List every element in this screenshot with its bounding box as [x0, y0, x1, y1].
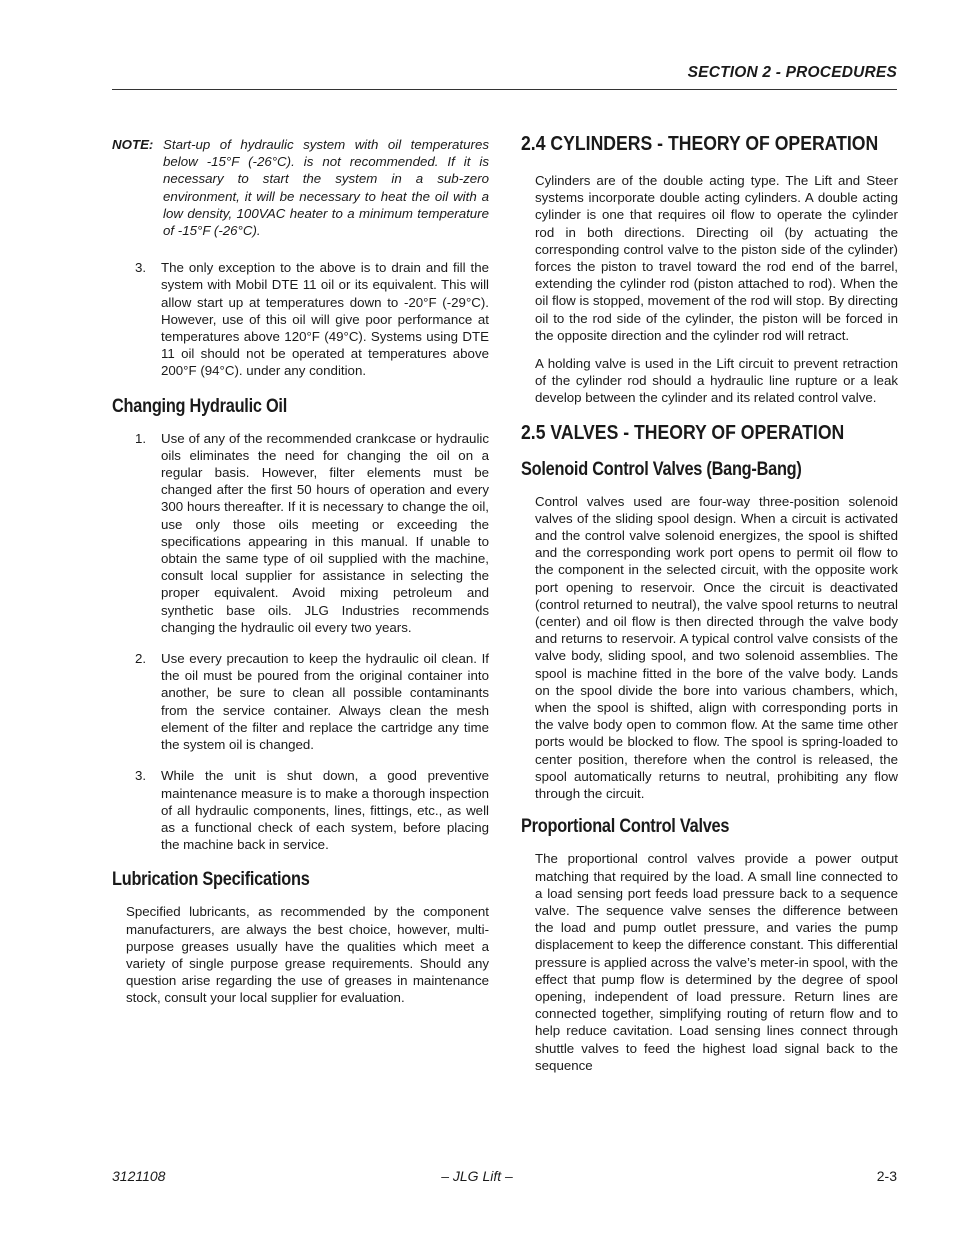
- heading-valves: 2.5 VALVES - THEORY OF OPERATION: [521, 420, 845, 444]
- list-number: 1.: [135, 430, 147, 446]
- list-item: [112, 650, 489, 753]
- heading-changing-hydraulic-oil: Changing Hydraulic Oil: [112, 395, 287, 417]
- heading-cylinders: 2.4 CYLINDERS - THEORY OF OPERATION: [521, 132, 879, 155]
- list-number: 2.: [135, 651, 147, 667]
- list-text: While the unit is shut down, a good preventive maintenance measure is to make a thorough inspection of all hydraulic components, lines, fittings, etc., as well as a functional check of each system, before placing the machine back in service.: [161, 768, 489, 853]
- list-number: 3.: [135, 260, 147, 276]
- footer-page-number: 2-3: [876, 1168, 897, 1184]
- list-text: Use every precaution to keep the hydraulic oil clean. If the oil must be poured from the original container into another, be sure to clean all possible contaminants from the service container. Always clean the mesh element of the filter and replace the cartridge any time the system oil is changed.: [161, 651, 489, 753]
- note-text: Start-up of hydraulic system with oil temperatures below -15°F (-26°C). is not recommended. If it is necessary to start the system in a sub-zero environment, it will be necessary to heat the oil with a low density, 100VAC heater to a minimum temperature of -15°F (-26°C).: [163, 137, 489, 239]
- cylinders-paragraph-2: A holding valve is used in the Lift circuit to prevent retraction of the cylinder rod should a hydraulic line rupture or a leak develop between the cylinder and its related control valve.: [535, 356, 898, 406]
- heading-proportional-control-valves: Proportional Control Valves: [521, 816, 730, 838]
- proportional-paragraph: The proportional control valves provide a power output matching that required by the load. A small line connected to a load sensing port feeds load pressure back to a sequence valve. The sequence valve senses the difference between the load and pump outlet pressure, and varies the pump displacement to keep the difference constant. This differential pressure is applied across the valve’s meter-in spool, with the effect that pump flow is determined by the degree of spool opening, independent of load pressure. Return lines are connected together, simplifying routing of return flow and to help reduce cavitation. Load sensing lines connect through shuttle valves to feed the highest load signal back to the sequence: [535, 851, 898, 1073]
- list-number: 3.: [135, 768, 147, 784]
- list-item: [112, 767, 489, 853]
- list-item: [112, 259, 489, 379]
- list-item: [112, 430, 489, 636]
- note-block: [112, 136, 489, 239]
- footer-center-title: – JLG Lift –: [441, 1168, 513, 1184]
- heading-lubrication-specifications: Lubrication Specifications: [112, 869, 310, 891]
- list-text: The only exception to the above is to drain and fill the system with Mobil DTE 11 oil or its equivalent. This will allow start up at temperatures down to -20°F (-29°C). However, use of this oil will give poor performance at temperatures above 120°F (49°C). Systems using DTE 11 oil should not be operated at temperatures above 200°F (94°C). under any condition.: [161, 260, 489, 379]
- header-rule: [112, 89, 897, 90]
- left-column: [112, 130, 489, 1007]
- right-column: [521, 130, 898, 1074]
- cylinders-paragraph-1: Cylinders are of the double acting type. The Lift and Steer systems incorporate double acting cylinders. A double acting cylinder is one that requires oil flow to operate the cylinder rod in both directions. Directing oil (by actuating the corresponding control valve to the piston side of the cylinder) forces the piston to travel toward the rod end of the barrel, extending the cylinder rod (piston attached to rod). When the oil flow is stopped, movement of the rod will stop. By directing oil to the rod side of the cylinder, the piston will be forced in the opposite direction and the cylinder rod will retract.: [535, 173, 898, 343]
- heading-solenoid-control-valves: Solenoid Control Valves (Bang-Bang): [521, 458, 802, 480]
- lubrication-paragraph: Specified lubricants, as recommended by the component manufacturers, are always the best choice, however, multi-purpose greases usually have the qualities which meet a variety of single purpose grease requirements. Should any question arise regarding the use of greases in maintenance stock, consult your local supplier for evaluation.: [126, 904, 489, 1006]
- section-header: SECTION 2 - PROCEDURES: [687, 64, 897, 81]
- note-label: NOTE:: [112, 137, 154, 152]
- footer-doc-number: 3121108: [112, 1168, 166, 1184]
- list-text: Use of any of the recommended crankcase or hydraulic oils eliminates the need for changing the oil on a regular basis. However, filter elements must be changed after the first 50 hours of operation and every 300 hours thereafter. If it is necessary to change the oil, use only those oils meeting or exceeding the specifications appearing in this manual. If unable to obtain the same type of oil supplied with the machine, consult local supplier for assistance in selecting the proper equivalent. Avoid mixing petroleum and synthetic base oils. JLG Industries recommends changing the hydraulic oil every two years.: [161, 430, 489, 635]
- solenoid-paragraph: Control valves used are four-way three-position solenoid valves of the sliding spool design. When a circuit is activated and the control valve solenoid energizes, the spool is shifted and the corresponding work port opens to permit oil flow to the component in the selected circuit, with the opposite work port opening to reservoir. Once the circuit is deactivated (control returned to neutral), the valve spool returns to neutral (center) and oil flow is then directed through the valve body and returns to reservoir. A typical control valve consists of the valve body, sliding spool, and two solenoid assemblies. The spool is machine fitted in the bore of the valve body. Lands on the spool divide the bore into various chambers, which, when the spool is shifted, align with corresponding ports in the valve body open to common flow. At the same time other ports would be blocked to flow. The spool is spring-loaded to center position, therefore when the control is released, the spool automatically returns to neutral, prohibiting any flow through the circuit.: [535, 493, 898, 802]
